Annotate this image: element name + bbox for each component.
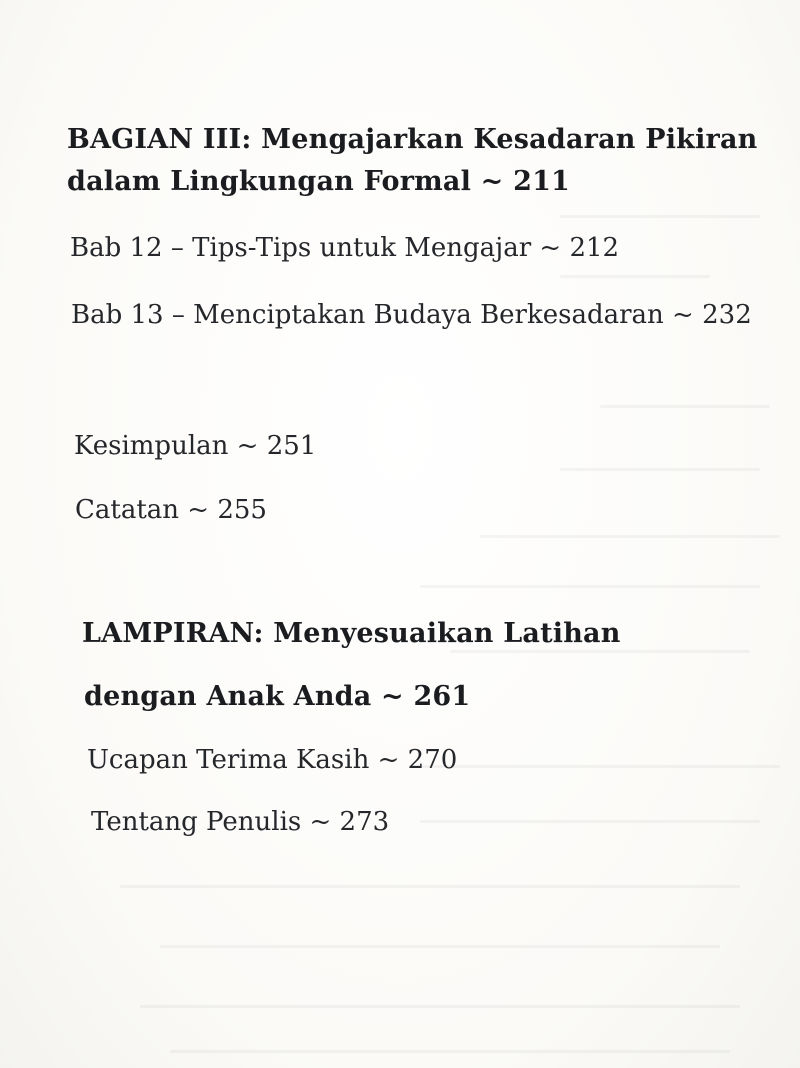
bleed-through-line [170, 1050, 730, 1053]
bleed-through-line [420, 585, 760, 588]
bleed-through-line [560, 275, 710, 278]
bleed-through-line [120, 885, 740, 888]
bleed-through-line [560, 468, 760, 471]
bleed-through-line [160, 945, 720, 948]
bleed-through-line [480, 535, 780, 538]
bleed-through-line [450, 650, 750, 653]
bleed-through-line [420, 820, 760, 823]
toc-section-iii-title: BAGIAN III: Mengajarkan Kesadaran Pikiran [67, 124, 758, 155]
bleed-through-line [140, 1005, 740, 1008]
toc-lampiran-title: LAMPIRAN: Menyesuaikan Latihan [82, 618, 621, 649]
bleed-through-line [560, 215, 760, 218]
toc-entry-kesimpulan: Kesimpulan ~ 251 [74, 431, 317, 461]
toc-entry-tentang-penulis: Tentang Penulis ~ 273 [91, 807, 390, 837]
toc-lampiran-title-cont: dengan Anak Anda ~ 261 [84, 681, 471, 712]
toc-section-iii-title-cont: dalam Lingkungan Formal ~ 211 [67, 166, 571, 197]
toc-entry-bab-12: Bab 12 – Tips-Tips untuk Mengajar ~ 212 [70, 233, 620, 263]
bleed-through-line [600, 405, 770, 408]
toc-entry-catatan: Catatan ~ 255 [75, 495, 267, 525]
toc-entry-bab-13: Bab 13 – Menciptakan Budaya Berkesadaran ~ 232 [71, 300, 752, 330]
toc-entry-ucapan-terima-kasih: Ucapan Terima Kasih ~ 270 [87, 745, 458, 775]
bleed-through-line [420, 765, 780, 768]
